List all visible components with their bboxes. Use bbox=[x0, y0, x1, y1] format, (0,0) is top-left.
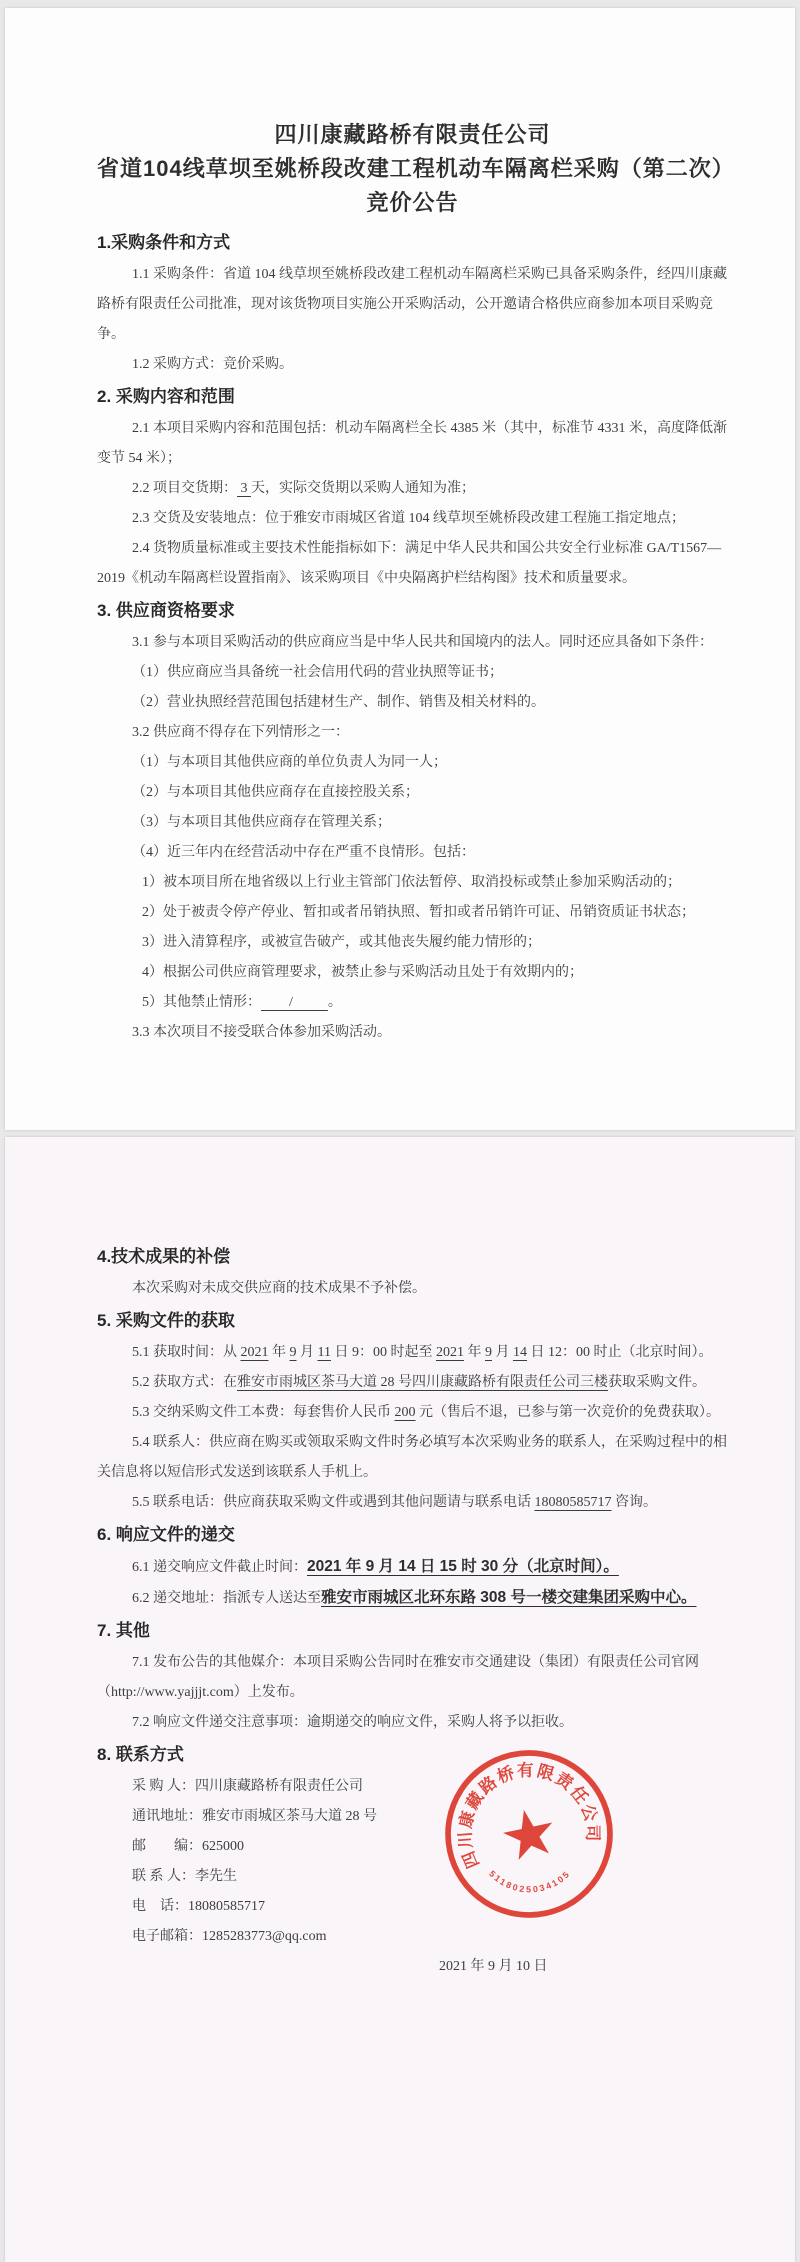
document-page-2 bbox=[5, 1137, 795, 2262]
para-3-1: 3.1 参与本项目采购活动的供应商应当是中华人民共和国境内的法人。同时还应具备如下条件： bbox=[132, 635, 713, 650]
document-title-block bbox=[97, 118, 735, 220]
section-4-heading: 4.技术成果的补偿 bbox=[97, 1247, 231, 1266]
para-2-1: 2.1 本项目采购内容和范围包括：机动车隔离栏全长 4385 米（其中，标准节 4331 米，高度降低渐变节 54 米）； bbox=[97, 421, 727, 466]
section-5-heading: 5. 采购文件的获取 bbox=[97, 1311, 235, 1330]
para-2-4: 2.4 货物质量标准或主要技术性能指标如下：满足中华人民共和国公共安全行业标准 GA/T1567—2019《机动车隔离栏设置指南》、该采购项目《中央隔离护栏结构图》技术和质量要求。 bbox=[97, 541, 722, 586]
para-3-2: 3.2 供应商不得存在下列情形之一： bbox=[132, 725, 349, 740]
para-5-5: 5.5 联系电话：供应商获取采购文件或遇到其他问题请与联系电话 18080585717 咨询。 bbox=[132, 1495, 657, 1510]
para-3-2-4-sub-4: 4）根据公司供应商管理要求，被禁止参与采购活动且处于有效期内的； bbox=[142, 965, 583, 980]
title-notice-type: 竞价公告 bbox=[366, 190, 459, 215]
section-2-heading: 2. 采购内容和范围 bbox=[97, 387, 235, 406]
seal-star-icon bbox=[499, 1805, 558, 1862]
contact-address: 通讯地址：雅安市雨城区茶马大道 28 号 bbox=[132, 1809, 377, 1824]
document-page-1 bbox=[5, 8, 795, 1130]
contact-phone: 电 话：18080585717 bbox=[132, 1899, 265, 1914]
contact-postcode: 邮 编：625000 bbox=[132, 1839, 244, 1854]
para-7-2: 7.2 响应文件递交注意事项：逾期递交的响应文件，采购人将予以拒收。 bbox=[132, 1715, 573, 1730]
para-3-2-4-sub-5: 5）其他禁止情形： / 。 bbox=[142, 995, 342, 1010]
para-3-2-item-4: （4）近三年内在经营活动中存在严重不良情形。包括： bbox=[132, 845, 475, 860]
para-2-3: 2.3 交货及安装地点：位于雅安市雨城区省道 104 线草坝至姚桥段改建工程施工指定地点； bbox=[132, 511, 685, 526]
para-3-1-item-1: （1）供应商应当具备统一社会信用代码的营业执照等证书； bbox=[132, 665, 503, 680]
section-7-heading: 7. 其他 bbox=[97, 1621, 150, 1640]
para-7-1: 7.1 发布公告的其他媒介：本项目采购公告同时在雅安市交通建设（集团）有限责任公司官网（http://www.yajjjt.com）上发布。 bbox=[97, 1655, 699, 1700]
section-6-heading: 6. 响应文件的递交 bbox=[97, 1525, 235, 1544]
para-3-2-item-2: （2）与本项目其他供应商存在直接控股关系； bbox=[132, 785, 419, 800]
para-3-2-4-sub-1: 1）被本项目所在地省级以上行业主管部门依法暂停、取消投标或禁止参加采购活动的； bbox=[142, 875, 681, 890]
contact-purchaser: 采 购 人：四川康藏路桥有限责任公司 bbox=[132, 1779, 363, 1794]
para-1-1: 1.1 采购条件：省道 104 线草坝至姚桥段改建工程机动车隔离栏采购已具备采购条件，经四川康藏路桥有限责任公司批准，现对该货物项目实施公开采购活动，公开邀请合格供应商参加本项目采购竞争。 bbox=[97, 267, 727, 342]
para-5-1: 5.1 获取时间：从 2021 年 9 月 11 日 9：00 时起至 2021 年 9 月 14 日 12：00 时止（北京时间）。 bbox=[132, 1345, 713, 1360]
section-3-heading: 3. 供应商资格要求 bbox=[97, 601, 235, 620]
para-4: 本次采购对未成交供应商的技术成果不予补偿。 bbox=[132, 1281, 426, 1296]
para-5-4: 5.4 联系人：供应商在购买或领取采购文件时务必填写本次采购业务的联系人，在采购过程中的相关信息将以短信形式发送到该联系人手机上。 bbox=[97, 1435, 727, 1480]
title-project-name: 省道104线草坝至姚桥段改建工程机动车隔离栏采购（第二次） bbox=[97, 156, 735, 181]
para-5-2: 5.2 获取方式：在雅安市雨城区茶马大道 28 号四川康藏路桥有限责任公司三楼获取采购文件。 bbox=[132, 1375, 706, 1390]
para-3-2-4-sub-2: 2）处于被责令停产停业、暂扣或者吊销执照、暂扣或者吊销许可证、吊销资质证书状态； bbox=[142, 905, 695, 920]
para-3-1-item-2: （2）营业执照经营范围包括建材生产、制作、销售及相关材料的。 bbox=[132, 695, 545, 710]
para-3-2-item-1: （1）与本项目其他供应商的单位负责人为同一人； bbox=[132, 755, 447, 770]
para-6-1: 6.1 递交响应文件截止时间：2021 年 9 月 14 日 15 时 30 分（北京时间）。 bbox=[132, 1558, 619, 1575]
section-8-heading: 8. 联系方式 bbox=[97, 1745, 184, 1764]
para-3-2-4-sub-3: 3）进入清算程序，或被宣告破产，或其他丧失履约能力情形的； bbox=[142, 935, 541, 950]
announcement-date: 2021 年 9 月 10 日 bbox=[439, 1959, 548, 1974]
seal-company-text: 四川康藏路桥有限责任公司 bbox=[455, 1760, 603, 1872]
contact-email: 电子邮箱：1285283773@qq.com bbox=[132, 1929, 327, 1944]
para-1-2: 1.2 采购方式：竞价采购。 bbox=[132, 357, 293, 372]
section-1-heading: 1.采购条件和方式 bbox=[97, 233, 231, 252]
seal-serial-number: 5118025034105 bbox=[487, 1868, 573, 1895]
contact-person: 联 系 人：李先生 bbox=[132, 1869, 237, 1884]
svg-text:5118025034105 bbox=[486, 1853, 575, 1904]
para-6-2: 6.2 递交地址：指派专人送达至雅安市雨城区北环东路 308 号一楼交建集团采购中心。 bbox=[132, 1589, 697, 1606]
para-2-2: 2.2 项目交货期： 3 天，实际交货期以采购人通知为准； bbox=[132, 481, 475, 496]
title-company-name: 四川康藏路桥有限责任公司 bbox=[274, 122, 551, 147]
para-3-2-item-3: （3）与本项目其他供应商存在管理关系； bbox=[132, 815, 391, 830]
para-5-3: 5.3 交纳采购文件工本费：每套售价人民币 200 元（售后不退，已参与第一次竞价的免费获取）。 bbox=[132, 1405, 720, 1420]
company-seal bbox=[441, 1744, 617, 1924]
para-3-3: 3.3 本次项目不接受联合体参加采购活动。 bbox=[132, 1025, 391, 1040]
